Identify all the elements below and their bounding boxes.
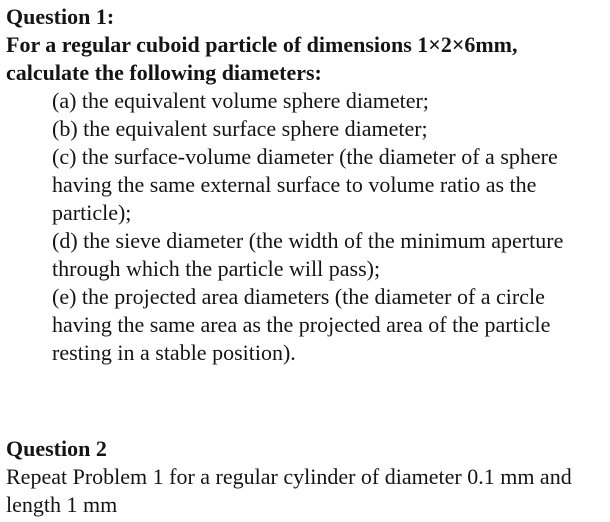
question-2-text-line-1: Repeat Problem 1 for a regular cylinder of diameter 0.1 mm and bbox=[6, 464, 572, 489]
question-1-title: Question 1: bbox=[6, 4, 115, 29]
item-c-line-1: (c) the surface-volume diameter (the diameter of a sphere bbox=[52, 144, 558, 169]
item-c-line-3: particle); bbox=[52, 200, 132, 225]
item-c-line-2: having the same external surface to volume ratio as the bbox=[52, 172, 537, 197]
question-2-title: Question 2 bbox=[6, 436, 107, 461]
item-e-line-1: (e) the projected area diameters (the diameter of a circle bbox=[52, 284, 545, 309]
question-2-text-line-2: length 1 mm bbox=[6, 492, 118, 517]
question-1-prompt-line-1: For a regular cuboid particle of dimensions 1×2×6mm, bbox=[6, 32, 518, 57]
item-a-line-1: (a) the equivalent volume sphere diameter; bbox=[52, 88, 429, 113]
question-1-prompt-line-2: calculate the following diameters: bbox=[6, 60, 322, 85]
item-d-line-2: through which the particle will pass); bbox=[52, 256, 381, 281]
item-d-line-1: (d) the sieve diameter (the width of the minimum aperture bbox=[52, 228, 564, 253]
item-b-line-1: (b) the equivalent surface sphere diameter; bbox=[52, 116, 428, 141]
item-e-line-2: having the same area as the projected area of the particle bbox=[52, 312, 551, 337]
item-e-line-3: resting in a stable position). bbox=[52, 340, 296, 365]
